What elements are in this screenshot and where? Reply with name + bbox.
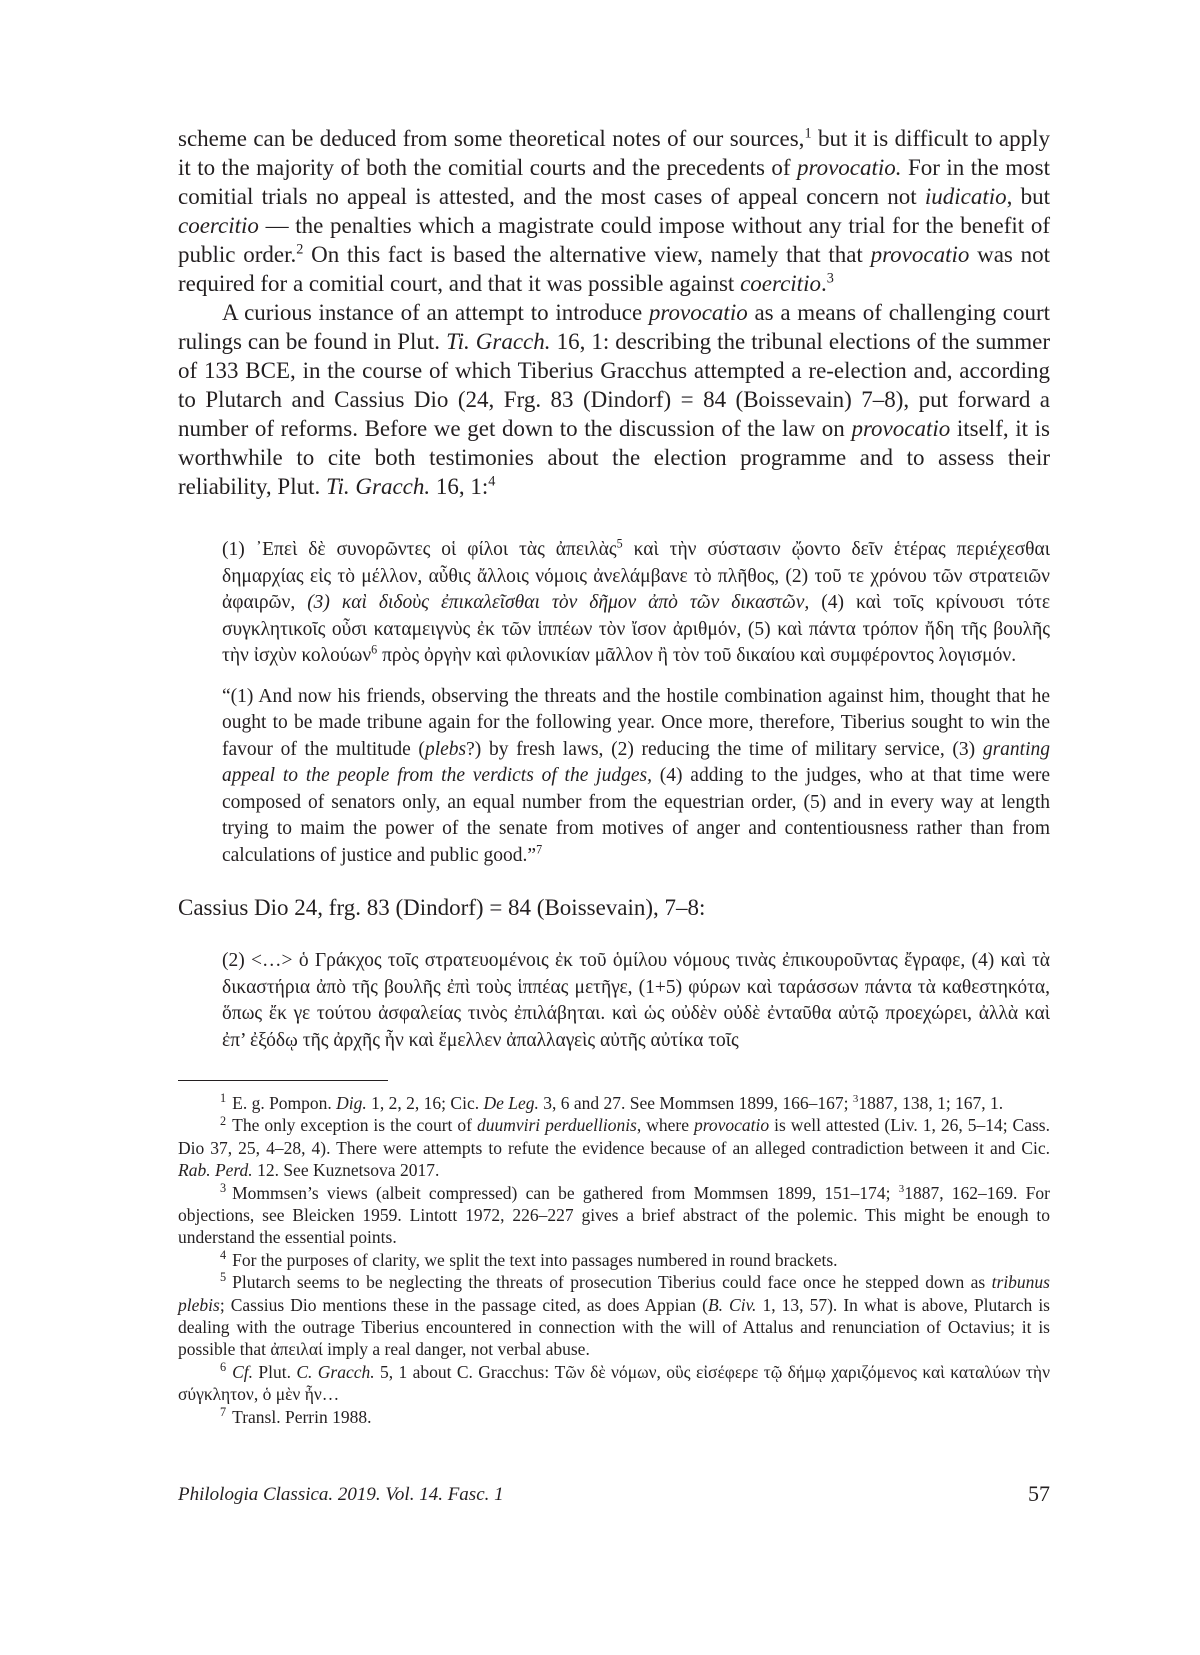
- greek-quote-plutarch: [222, 537, 1050, 670]
- text-run: — the penalties which a magistrate could impose without any trial for the benefit of public order.: [178, 213, 1050, 267]
- text-run: 1887, 162–169. For objections, see Bleicken 1959. Lintott 1972, 226–227 gives a brief abstract of the polemic. This might be enough to understand the essential points.: [178, 1182, 1050, 1248]
- text-run: 1887, 138, 1; 167, 1.: [858, 1093, 1004, 1113]
- italic-run: C. Gracch.: [296, 1361, 375, 1382]
- text-run: (1) ᾿Επεὶ δὲ συνορῶντες οἱ φίλοι τὰς ἀπειλὰς: [222, 539, 617, 560]
- footnote-ref-1[interactable]: 1: [804, 125, 812, 142]
- footnote-number: 5: [220, 1270, 227, 1285]
- text-run: 1, 13, 57). In what is above, Plutarch is dealing with the outrage Tiberius encountered in connection with the will of Attalus and renunciation of Octavius; it is possible that ἀπειλαί imply a real danger, not verbal abuse.: [178, 1294, 1050, 1360]
- text-run: .: [820, 271, 827, 296]
- text-run: καὶ τὴν σύστασιν ᾤοντο δεῖν ἑτέρας περιέχεσθαι δημαρχίας εἰς τὸ μέλλον, αὖθις ἄλλοις νόμοις ἀνελάμβανε τὸ πλῆθος, (2) τοῦ τε χρόνου τῶν στρατειῶν ἀφαιρῶν,: [222, 539, 1050, 613]
- edition-superscript: 3: [852, 1093, 859, 1106]
- italic-run: Ti. Gracch.: [446, 329, 551, 354]
- italic-run: Ti. Gracch.: [326, 474, 431, 499]
- footnote-ref-3[interactable]: 3: [826, 270, 834, 287]
- english-translation-quote: [222, 684, 1050, 870]
- text-run: , where: [636, 1115, 694, 1136]
- source-heading: Cassius Dio 24, frg. 83 (Dindorf) = 84 (Boissevain), 7–8:: [178, 895, 706, 920]
- text-run: is well attested (Liv. 1, 26, 5–14; Cass. Dio 37, 25, 4–28, 4). There were attempts to refute the evidence because of an alleged contradiction between it and Cic.: [178, 1115, 1050, 1158]
- italic-run: duumviri perduellionis: [476, 1115, 637, 1136]
- italic-run: provocatio: [648, 300, 748, 325]
- text-run: itself, it is worthwhile to cite both testimonies about the election programme and to assess their reliability, Plut.: [178, 416, 1050, 499]
- text-run: For the purposes of clarity, we split the text into passages numbered in round brackets.: [232, 1249, 838, 1270]
- edition-superscript: 3: [898, 1182, 905, 1195]
- italic-run: B. Civ.: [707, 1294, 757, 1315]
- italic-run: tribunus plebis: [178, 1272, 1050, 1315]
- text-run: , but: [1006, 184, 1051, 209]
- page-number: 57: [1028, 1481, 1050, 1506]
- italic-run: provocatio.: [797, 155, 902, 180]
- text-run: ; Cassius Dio mentions these in the passage cited, as does Appian (: [219, 1294, 708, 1315]
- footnote-ref-6[interactable]: 6: [371, 642, 378, 657]
- text-run: 12. See Kuznetsova 2017.: [252, 1160, 440, 1181]
- italic-run: plebs: [424, 738, 467, 760]
- footnote-4: [178, 1249, 1050, 1271]
- text-run: “(1) And now his friends, observing the threats and the hostile combination against him, thought that he ought to be made tribune again for the following year. Once more, therefore, Tiberius sought to win the favour of the multitude (: [222, 685, 1050, 760]
- italic-run: coercitio: [740, 271, 821, 296]
- text-run: πρὸς ὀργὴν καὶ φιλονικίαν μᾶλλον ἢ τὸν τοῦ δικαίου καὶ συμφέροντος λογισμόν.: [377, 645, 1017, 666]
- text-run: Transl. Perrin 1988.: [232, 1406, 372, 1427]
- paragraph-2: [178, 298, 1050, 501]
- italic-run: (3) καὶ διδοὺς ἐπικαλεῖσθαι τὸν δῆμον ἀπὸ τῶν δικαστῶν,: [307, 592, 810, 613]
- footnote-number: 7: [220, 1404, 227, 1419]
- italic-run: Rab. Perd.: [178, 1160, 253, 1181]
- italic-run: granting appeal to the people from the verdicts of the judges,: [222, 738, 1050, 786]
- italic-run: provocatio: [693, 1115, 770, 1136]
- footnote-2: [178, 1114, 1050, 1181]
- footnote-3: [178, 1182, 1050, 1249]
- italic-run: coercitio: [178, 213, 259, 238]
- text-run: The only exception is the court of: [232, 1115, 477, 1136]
- italic-run: provocatio: [870, 242, 970, 267]
- italic-run: De Leg.: [483, 1093, 539, 1113]
- footnote-6: [178, 1361, 1050, 1406]
- text-run: 5, 1 about C. Gracchus: Τῶν δὲ νόμων, οὓς εἰσέφερε τῷ δήμῳ χαριζόμενος καὶ καταλύων τὴν σύγκλητον, ὁ μὲν ἦν…: [178, 1361, 1050, 1405]
- paragraph-1: [178, 124, 1050, 298]
- footnote-number: 6: [220, 1360, 227, 1375]
- text-run: 1, 2, 2, 16; Cic.: [366, 1093, 484, 1113]
- footnote-number: 4: [220, 1248, 227, 1263]
- italic-run: Dig.: [336, 1093, 367, 1113]
- greek-quote-cassius-dio: (2) <…> ὁ Γράκχος τοῖς στρατευομένοις ἐκ τοῦ ὁμίλου νόμους τινὰς ἐπικουροῦντας ἔγραφε, (4) καὶ τὰ δικαστήρια ἀπὸ τῆς βουλῆς ἐπὶ τοὺς ἱππέας μετῆγε, (1+5) φύρων καὶ ταράσσων πάντα τὰ καθεστηκότα, ὅπως ἔκ γε τούτου ἀσφαλείας τινὸς ἐπιλάβηται. καὶ ὡς οὐδὲν οὐδὲ ἐνταῦθα αὐτῷ προεχώρει, ἀλλὰ καὶ ἐπ’ ἐξόδῳ τῆς ἀρχῆς ἦν καὶ ἔμελλεν ἀπαλλαγεὶς αὐτῆς αὐτίκα τοῖς: [222, 950, 1050, 1051]
- italic-run: Cf.: [232, 1361, 254, 1382]
- text-run: Plutarch seems to be neglecting the threats of prosecution Tiberius could face once he stepped down as: [232, 1272, 992, 1293]
- footnote-1: [178, 1092, 1050, 1114]
- text-run: On this fact is based the alternative view, namely that that: [303, 242, 871, 267]
- footnote-5: [178, 1271, 1050, 1361]
- footnote-number: 2: [220, 1113, 227, 1128]
- text-run: Plut.: [253, 1361, 297, 1382]
- footnote-ref-5[interactable]: 5: [616, 536, 623, 551]
- footnote-number: 1: [220, 1091, 227, 1106]
- text-run: scheme can be deduced from some theoretical notes of our sources,: [178, 126, 805, 151]
- text-run: E. g. Pompon.: [232, 1093, 337, 1113]
- footnote-ref-2[interactable]: 2: [296, 241, 304, 258]
- text-run: ?) by fresh laws, (2) reducing the time of military service, (3): [466, 738, 983, 760]
- page-body: [178, 124, 1050, 1428]
- text-run: For in the most comitial trials no appeal is attested, and the most cases of appeal concern not: [178, 155, 1050, 209]
- text-run: A curious instance of an attempt to introduce: [222, 300, 649, 325]
- text-run: 16, 1:: [430, 474, 489, 499]
- text-run: Mommsen’s views (albeit compressed) can be gathered from Mommsen 1899, 151–174;: [232, 1182, 899, 1203]
- text-run: (4) adding to the judges, who at that time were composed of senators only, an equal number from the equestrian order, (5) and in every way at length trying to maim the power of the senate from motives of anger and contentiousness rather than from calculations of justice and public good.”: [222, 765, 1050, 866]
- italic-run: iudicatio: [924, 184, 1007, 209]
- footnote-number: 3: [220, 1180, 227, 1195]
- footnote-ref-7[interactable]: 7: [536, 842, 543, 856]
- footnote-7: [178, 1406, 1050, 1428]
- journal-title: Philologia Classica. 2019. Vol. 14. Fasc. 1: [178, 1484, 504, 1505]
- text-run: 3, 6 and 27. See Mommsen 1899, 166–167;: [538, 1093, 853, 1113]
- text-run: 16, 1: describing the tribunal elections of the summer of 133 BCE, in the course of which Tiberius Gracchus attempted a re-election and, according to Plutarch and Cassius Dio (24, Frg. 83 (Dindorf) = 84 (Boissevain) 7–8), put forward a number of reforms. Before we get down to the discussion of the law on: [178, 329, 1051, 441]
- text-run: was not required for a comitial court, and that it was possible against: [178, 242, 1050, 296]
- footnote-separator: [178, 1080, 388, 1081]
- footnotes: [178, 1092, 1050, 1428]
- text-run: (4) καὶ τοῖς κρίνουσι τότε συγκλητικοῖς οὖσι καταμειγνὺς ἐκ τῶν ἱππέων τὸν ἴσον ἀριθμόν, (5) καὶ πάντα τρόπον ἤδη τῆς βουλῆς τὴν ἰσχὺν κολούων: [222, 592, 1051, 666]
- text-run: but it is difficult to apply it to the majority of both the comitial courts and the precedents of: [178, 126, 1051, 180]
- text-run: as a means of challenging court rulings can be found in Plut.: [178, 300, 1050, 354]
- italic-run: provocatio: [851, 416, 951, 441]
- footnote-ref-4[interactable]: 4: [488, 473, 496, 490]
